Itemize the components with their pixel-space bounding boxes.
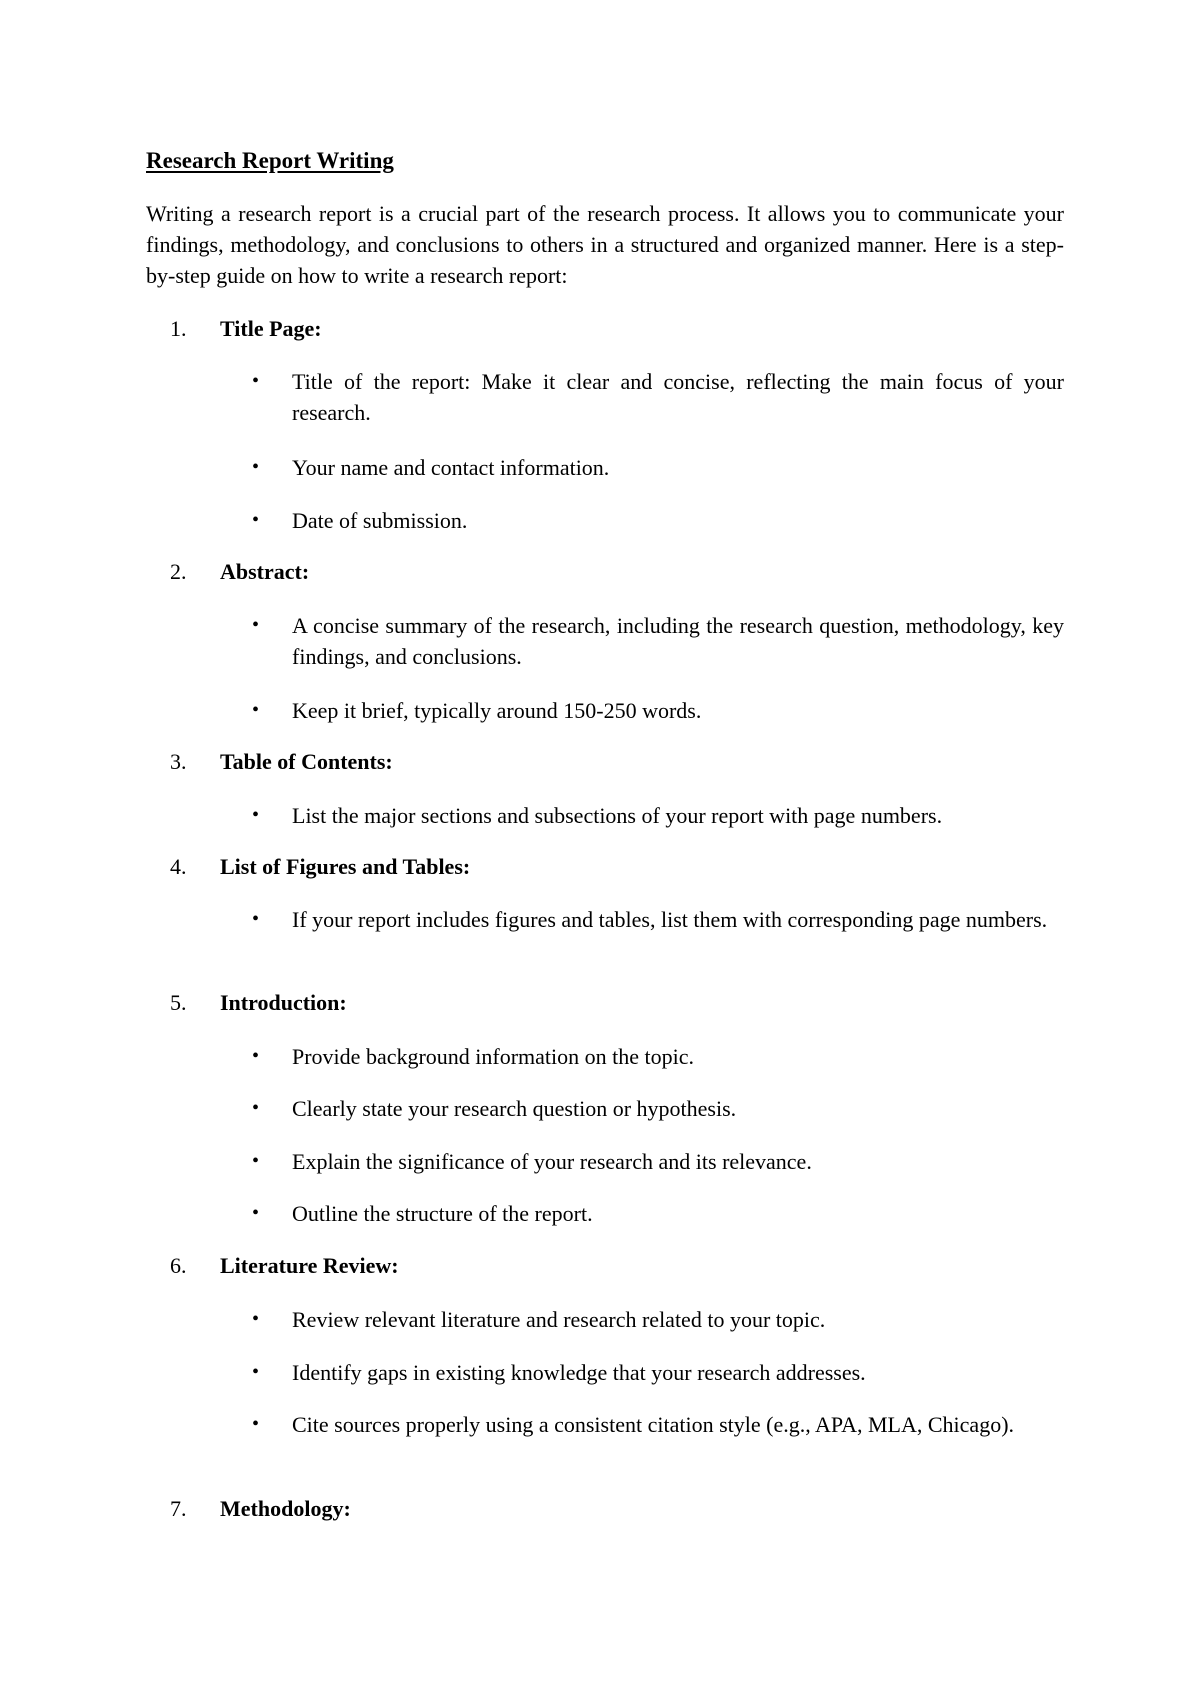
section-heading [170,314,322,344]
section-number: 1. [170,316,187,341]
bullet-icon: • [252,1097,260,1119]
list-item-text: Clearly state your research question or hypothesis. [292,1096,737,1121]
bullet-icon: • [252,1308,260,1330]
bullet-icon: • [252,370,260,392]
list-item [252,800,1064,831]
list-item [252,1357,1064,1388]
section-number: 2. [170,559,187,584]
bullet-icon: • [252,1413,260,1435]
section-number: 6. [170,1253,187,1278]
bullet-icon: • [252,456,260,478]
list-item [252,1146,1064,1177]
section-heading [170,988,347,1018]
list-item-text: Your name and contact information. [292,455,610,480]
bullet-icon: • [252,509,260,531]
section-label: Table of Contents: [220,749,393,774]
section-heading [170,1251,399,1281]
list-item [252,1041,1064,1072]
list-item-text: Title of the report: Make it clear and concise, reflecting the main focus of your research. [292,369,1064,425]
section-heading [170,1494,351,1524]
bullet-icon: • [252,614,260,636]
section-heading [170,557,309,587]
list-item [252,452,1064,483]
bullet-icon: • [252,1202,260,1224]
bullet-icon: • [252,1045,260,1067]
list-item-text: Cite sources properly using a consistent citation style (e.g., APA, MLA, Chicago). [292,1412,1015,1437]
section-number: 4. [170,854,187,879]
list-item-text: Provide background information on the topic. [292,1044,695,1069]
bullet-icon: • [252,1150,260,1172]
section-label: Introduction: [220,990,347,1015]
list-item [252,1198,1064,1229]
bullet-icon: • [252,908,260,930]
list-item-text: Review relevant literature and research related to your topic. [292,1307,826,1332]
section-label: Abstract: [220,559,310,584]
list-item [252,1093,1064,1124]
list-item-text: Explain the significance of your research and its relevance. [292,1149,812,1174]
section-number: 3. [170,749,187,774]
list-item [252,695,1064,726]
list-item [252,1409,1064,1440]
list-item [252,1304,1064,1335]
list-item-text: Outline the structure of the report. [292,1201,593,1226]
section-number: 7. [170,1496,187,1521]
list-item [252,505,1064,536]
section-label: List of Figures and Tables: [220,854,471,879]
section-heading [170,747,393,777]
bullet-icon: • [252,1361,260,1383]
section-heading [170,852,470,882]
bullet-icon: • [252,699,260,721]
list-item-text: Date of submission. [292,508,468,533]
list-item-text: Keep it brief, typically around 150-250 words. [292,698,702,723]
section-label: Methodology: [220,1496,351,1521]
list-item [252,366,1064,428]
section-label: Title Page: [220,316,322,341]
bullet-icon: • [252,804,260,826]
section-number: 5. [170,990,187,1015]
list-item-text: A concise summary of the research, including the research question, methodology, key findings, and conclusions. [292,613,1064,669]
section-label: Literature Review: [220,1253,399,1278]
list-item-text: Identify gaps in existing knowledge that your research addresses. [292,1360,866,1385]
list-item-text: If your report includes figures and tables, list them with corresponding page numbers. [292,907,1048,932]
document-title: Research Report Writing [146,148,394,173]
list-item [252,904,1064,935]
intro-paragraph: Writing a research report is a crucial part of the research process. It allows you to communicate your findings, methodology, and conclusions to others in a structured and organized manner. Here is a step-by-step guide on how to write a research report: [146,201,1064,288]
list-item-text: List the major sections and subsections of your report with page numbers. [292,803,943,828]
list-item [252,610,1064,672]
